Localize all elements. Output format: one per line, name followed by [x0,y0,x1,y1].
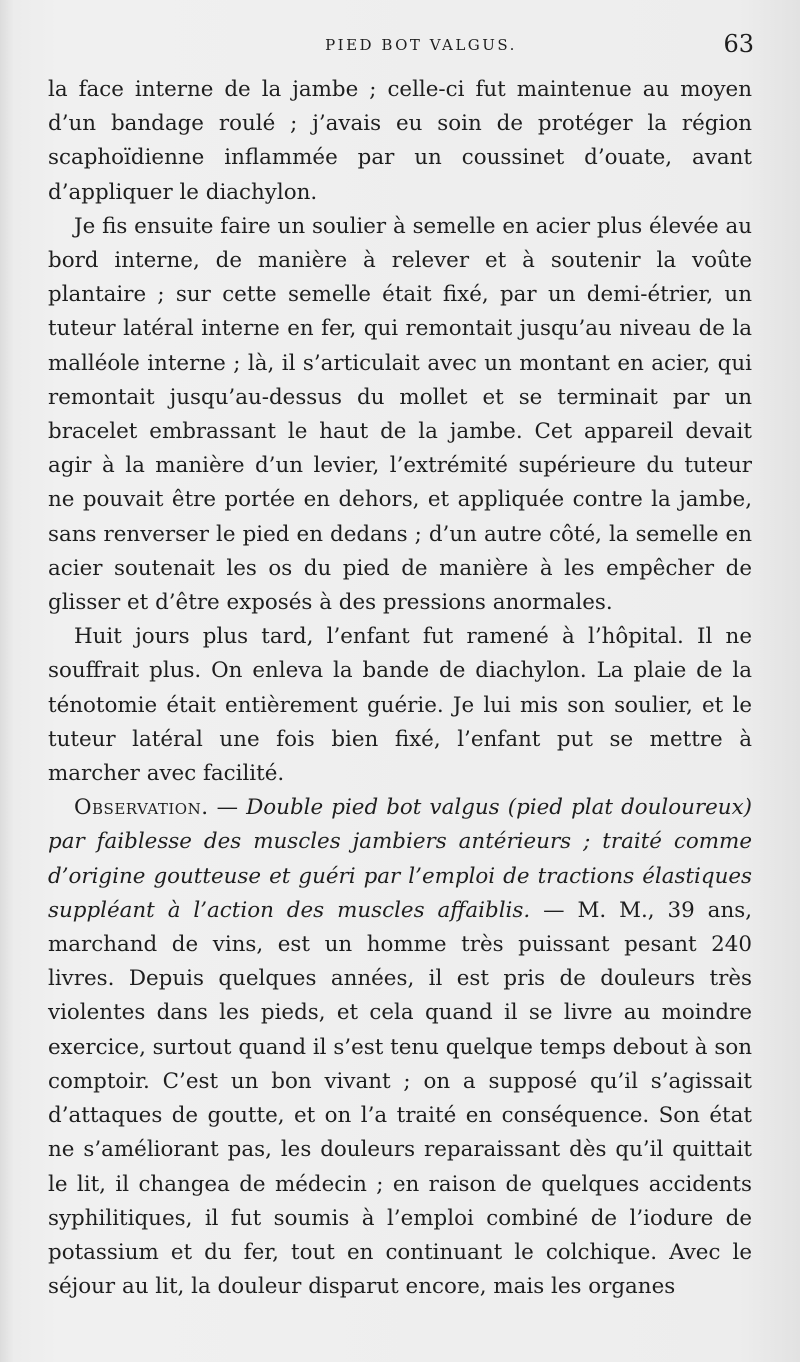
observation-title: Double pied bot valgus (pied plat douloureux) par faiblesse des muscles jambiers antérieurs ; traité comme d’origine goutteuse et guéri par l’emploi de tractions élastiques suppléant à l’action des muscles affaiblis. [48,795,752,923]
page-number: 63 [723,30,754,58]
running-title: PIED BOT VALGUS. [325,36,517,54]
paragraph-follow-up: Huit jours plus tard, l’enfant fut ramené à l’hôpital. Il ne souffrait plus. On enleva la bande de diachylon. La plaie de la ténotomie était entièrement guérie. Je lui mis son soulier, et le tuteur latéral une fois bien fixé, l’enfant put se mettre à marcher avec facilité. [48,624,752,787]
observation-dash: — [208,795,247,821]
observation-heading: Observation. [74,795,209,821]
paragraph-continuation: la face interne de la jambe ; celle-ci fut maintenue au moyen d’un bandage roulé ; j’avais eu soin de protéger la région scaphoïdienne inflammée par un coussinet d’ouate, avant d’appliquer le diachylon. [48,77,752,205]
paragraph-orthopedic-apparatus: Je fis ensuite faire un soulier à semelle en acier plus élevée au bord interne, de manière à relever et à soutenir la voûte plantaire ; sur cette semelle était fixé, par un demi-étrier, un tuteur latéral interne en fer, qui remontait jusqu’au niveau de la malléole interne ; là, il s’articulait avec un montant en acier, qui remontait jusqu’au-dessus du mollet et se terminait par un bracelet embrassant le haut de la jambe. Cet appareil devait agir à la manière d’un levier, l’extrémité supérieure du tuteur ne pouvait être portée en dehors, et appliquée contre la jambe, sans renverser le pied en dedans ; d’un autre côté, la semelle en acier soutenait les os du pied de manière à les empêcher de glisser et d’être exposés à des pressions anormales. [48,213,752,616]
observation-paragraph [48,791,752,1304]
observation-text: — M. M., 39 ans, marchand de vins, est un homme très puissant pesant 240 livres. Depuis quelques années, il est pris de douleurs très violentes dans les pieds, et cela quand il se livre au moindre exercice, surtout quand il s’est tenu quelque temps debout à son comptoir. C’est un bon vivant ; on a supposé qu’il s’agissait d’attaques de goutte, et on l’a traité en conséquence. Son état ne s’améliorant pas, les douleurs reparaissant dès qu’il quittait le lit, il changea de médecin ; en raison de quelques accidents syphilitiques, il fut soumis à l’emploi combiné de l’iodure de potassium et du fer, tout en continuant le colchique. Avec le séjour au lit, la douleur disparut encore, mais les organes [48,897,752,1300]
page-header [48,30,754,70]
body-text [48,73,752,1304]
